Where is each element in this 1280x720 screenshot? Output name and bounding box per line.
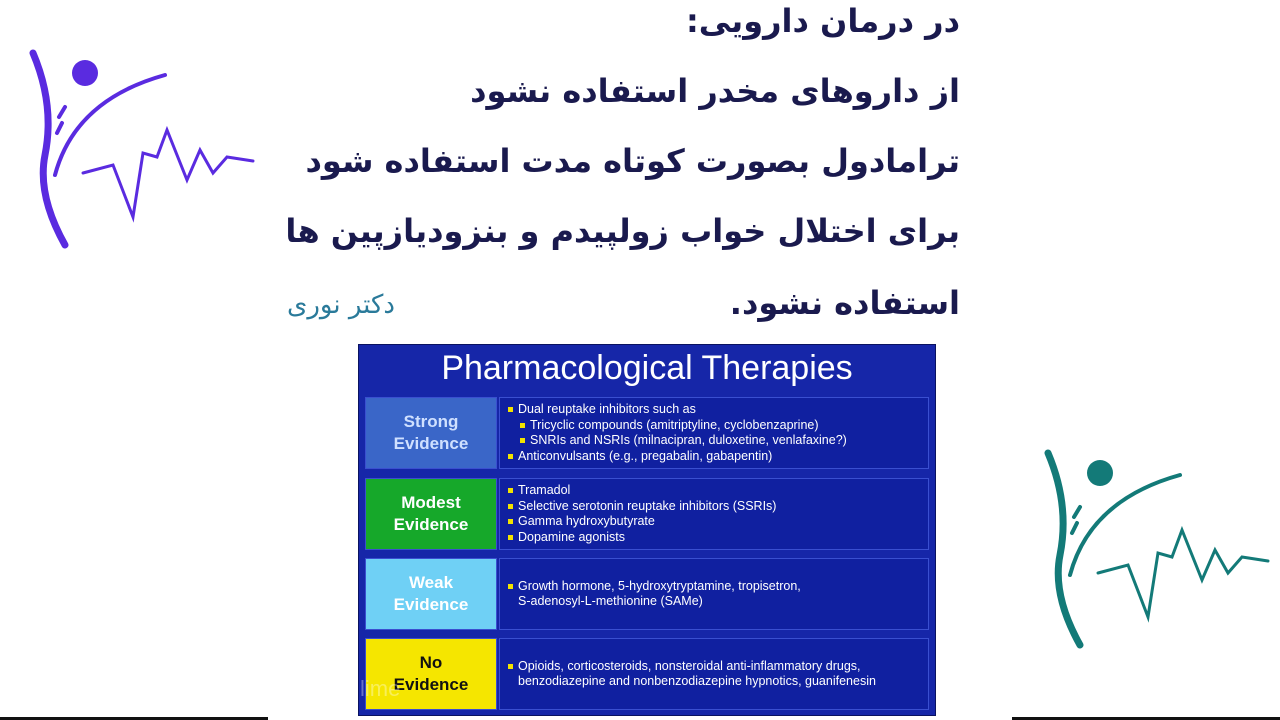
evidence-label: No Evidence [365,638,497,710]
row-no-evidence [365,638,929,710]
author-name: دکتر نوری [287,290,395,320]
list-item: Dopamine agonists [508,530,928,546]
evidence-label: Strong Evidence [365,397,497,469]
row-content [499,558,929,630]
evidence-label: Modest Evidence [365,478,497,550]
row-content [499,638,929,710]
persian-line-2: از داروهای مخدر استفاده نشود [470,72,960,110]
persian-line-3: ترامادول بصورت کوتاه مدت استفاده شود [305,142,960,180]
row-modest-evidence [365,478,929,550]
list-item: benzodiazepine and nonbenzodiazepine hypnotics, guanifenesin [518,674,876,688]
slide-title: Pharmacological Therapies [441,349,853,387]
list-item: Anticonvulsants (e.g., pregabalin, gabapentin) [508,449,928,465]
watermark-text: lime [360,676,401,701]
list-item: Selective serotonin reuptake inhibitors (SSRIs) [508,499,928,515]
row-strong-evidence [365,397,929,469]
list-item: S-adenosyl-L-methionine (SAMe) [518,594,703,608]
persian-line-5: استفاده نشود. [729,284,960,322]
list-item: Tricyclic compounds (amitriptyline, cyclobenzaprine) [508,418,928,434]
logo-right-icon [1030,445,1270,655]
persian-line-1: در درمان دارویی: [686,2,960,40]
logo-left-icon [15,45,255,255]
list-item: SNRIs and NSRIs (milnacipran, duloxetine, venlafaxine?) [508,433,928,449]
row-weak-evidence [365,558,929,630]
list-item: Gamma hydroxybutyrate [508,514,928,530]
list-item: Opioids, corticosteroids, nonsteroidal anti-inflammatory drugs, [508,659,928,675]
list-item: Tramadol [508,483,928,499]
row-content [499,478,929,550]
evidence-label: Weak Evidence [365,558,497,630]
persian-line-4: برای اختلال خواب زولپیدم و بنزودیازپین ها [285,212,960,250]
list-item: Dual reuptake inhibitors such as [508,402,928,418]
slide-pharmacological-therapies [358,344,936,716]
row-content [499,397,929,469]
list-item: Growth hormone, 5-hydroxytryptamine, tropisetron, [508,579,928,595]
